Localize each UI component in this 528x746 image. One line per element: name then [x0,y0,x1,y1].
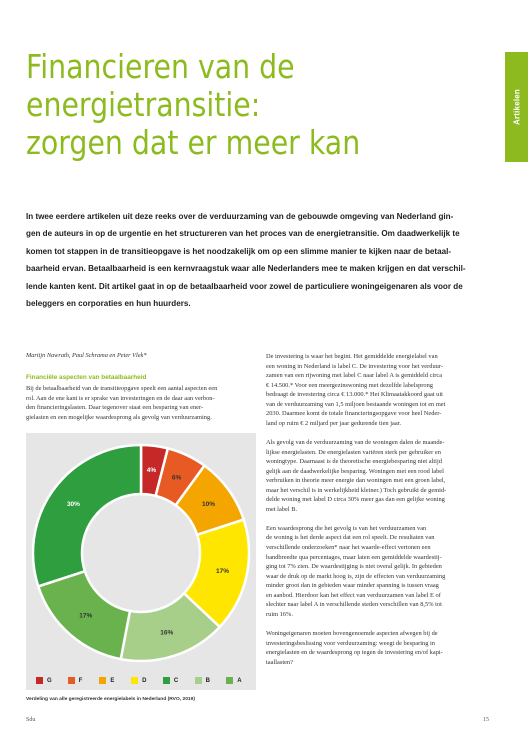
legend-label: A [237,677,242,684]
legend-label: F [78,677,83,684]
figure-heading: Financiële aspecten van betaalbaarheid [26,374,147,381]
left-paragraph [26,384,266,422]
paragraph-line: taallasten? [266,658,293,666]
legend-item-D [131,677,146,684]
paragraph-line: maar het verschil is in werkelijkheid kleiner.) Toch gebruikt de gemid- [266,486,447,494]
paragraph-line: ging tot 7% zien. De waardestijging is niet overal gelijk. In gebieden [266,563,442,571]
paragraph-line: De investering is waar het begint. Het gemiddelde energielabel van [266,353,438,360]
donut-slice-C [33,445,141,586]
legend-swatch [68,677,75,684]
paragraph-line: den financieringslasten. Daar tegenover staat een besparing van ener- [26,404,204,412]
legend-swatch [131,677,138,684]
author-byline: Martijn Nawrath, Paul Schrama en Peter Vlek* [26,352,147,359]
paragraph-line: investeringsbeslissing voor verduurzaming: weegt de besparing in [266,639,435,647]
slice-label-D: 17% [215,568,229,576]
paragraph-line: rol. Aan de ene kant is er sprake van investeringen en de daar aan verbon- [26,394,215,402]
paragraph-line: en aanbod. Hierdoor kan het effect van verduurzamen van label E of [266,591,441,599]
figure-caption: Verdeling van alle geregistreerde energielabels in Nederland (RVO, 2019) [26,697,195,702]
intro-line: komen tot stappen in de transitieopgave is het noodzakelijk om op een slimme manier te kijken naar de betaal- [26,246,452,256]
legend-swatch [163,677,170,684]
legend-label: C [173,677,179,684]
intro-line: baarheid ervan. Betaalbaarheid is een kernvraagstuk waar alle Nederlanders mee te maken krijgen en dat verschil- [26,264,466,274]
legend-swatch [99,677,106,684]
slice-label-B: 16% [160,629,174,637]
paragraph-line: energielasten en de waardesprong op tegen de investering en/of kapi- [266,649,443,657]
article-title [26,48,490,162]
intro-paragraph [26,208,496,312]
paragraph-line: gelijk aan de daadwerkelijke besparing. Woningen met een rood label [266,467,444,475]
paragraph-line: verbruiken in theorie meer energie dan woningen met een groen label, [266,477,446,485]
intro-line: lende kanten kent. Dit artikel gaat in op de betaalbaarheid voor zowel de particuliere woningeigenaren als voor de [26,281,463,291]
paragraph-line: minder groot dan in gebieden waar minder spanning is tussen vraag [266,582,439,590]
donut-chart [26,433,256,690]
slice-label-G: 4% [146,467,157,475]
title-line: zorgen dat er meer kan [26,123,361,162]
paragraph-line: Bij de betaalbaarheid van de transitieopgave speelt een aantal aspecten een [26,385,218,392]
body-paragraph [266,629,506,667]
legend-item-E [99,677,114,684]
legend-swatch [226,677,233,684]
body-paragraph [266,438,506,514]
paragraph-line: 2030. Daarmee komt de totale financieringsopgave voor heel Neder- [266,410,442,418]
paragraph-line: bandbreedte qua percentages, maar laten een gemiddelde waardestij- [266,553,442,561]
right-column [266,352,506,677]
slice-label-A: 17% [79,612,93,620]
slice-label-E: 10% [202,500,216,508]
legend-item-A [226,677,241,684]
legend-swatch [36,677,43,684]
legend-item-F [68,677,83,684]
legend-label: G [47,677,52,684]
paragraph-line: zamen van een rijwoning met label C naar label A is gemiddeld circa [266,372,443,380]
paragraph-line: waar de druk op de markt hoog is, zijn de effecten van verduurzaming [266,572,446,580]
paragraph-line: land op ruim € 2 miljard per jaar gedurende tien jaar. [266,419,402,427]
title-line: energietransitie: [26,85,261,124]
paragraph-line: € 14.500.* Voor een meergezinswoning met dezelfde labelsprong [266,381,434,389]
intro-line: gen de auteurs in op de urgentie en het structureren van het proces van de energietransitie. Om daadwerkelijk te [26,229,460,239]
paragraph-line: Een waardesprong die het gevolg is van het verduurzamen van [266,524,427,532]
paragraph-line: Als gevolg van de verduurzaming van de woningen dalen de maande- [266,438,445,446]
paragraph-line: lijkse energielasten. De energielasten variëren sterk per gebruiker en [266,448,441,456]
body-paragraph [266,352,506,428]
paragraph-line: woningtype. Daarnaast is de theoretische energiebesparing niet altijd [266,458,442,466]
donut-chart-svg [26,433,256,673]
footer-publisher: Sdu [26,717,36,723]
paragraph-line: met label B. [266,505,298,513]
paragraph-line: Woningeigenaren moeten bovengenoemde aspecten afwegen bij de [266,630,438,637]
intro-line: In twee eerdere artikelen uit deze reeks over de verduurzaming van de gebouwde omgeving van Nederland gin- [26,212,454,221]
paragraph-line: ruim 16%. [266,610,293,618]
paragraph-line: verschillende onderzoeken* naar het waarde-effect vertonen een [266,544,431,552]
legend-swatch [195,677,202,684]
paragraph-line: gielasten en een mogelijke waardesprong als gevolg van verduurzaming. [26,413,212,421]
legend-label: B [205,677,210,684]
paragraph-line: van de verduurzaming van 1,5 miljoen bestaande woningen tot en met [266,400,446,408]
paragraph-line: een woning in Nederland is label C. De investering voor het verduur- [266,362,443,370]
chart-legend [30,677,252,686]
legend-item-G [36,677,52,684]
legend-item-B [195,677,210,684]
legend-label: E [110,677,115,684]
slice-label-F: 6% [171,474,182,482]
section-tab[interactable] [505,52,528,162]
legend-item-C [163,677,178,684]
paragraph-line: delde woning met label D circa 30% meer gas dan een gelijke woning [266,496,445,504]
intro-line: beleggers en corporaties en hun huurders. [26,299,191,309]
section-tab-label: Artikelen [512,88,521,126]
legend-label: D [142,677,147,684]
title-line: Financieren van de [26,47,295,86]
page-number: 15 [483,717,489,723]
paragraph-line: de woning is het derde aspect dat een rol speelt. De resultaten van [266,534,435,542]
paragraph-line: slechter naar label A in verschillende steden verschillen van 8,5% tot [266,601,442,609]
paragraph-line: bedraagt de investering circa € 13.000.* Het Klimaatakkoord gaat uit [266,391,443,399]
body-paragraph [266,524,506,619]
slice-label-C: 30% [66,500,80,508]
